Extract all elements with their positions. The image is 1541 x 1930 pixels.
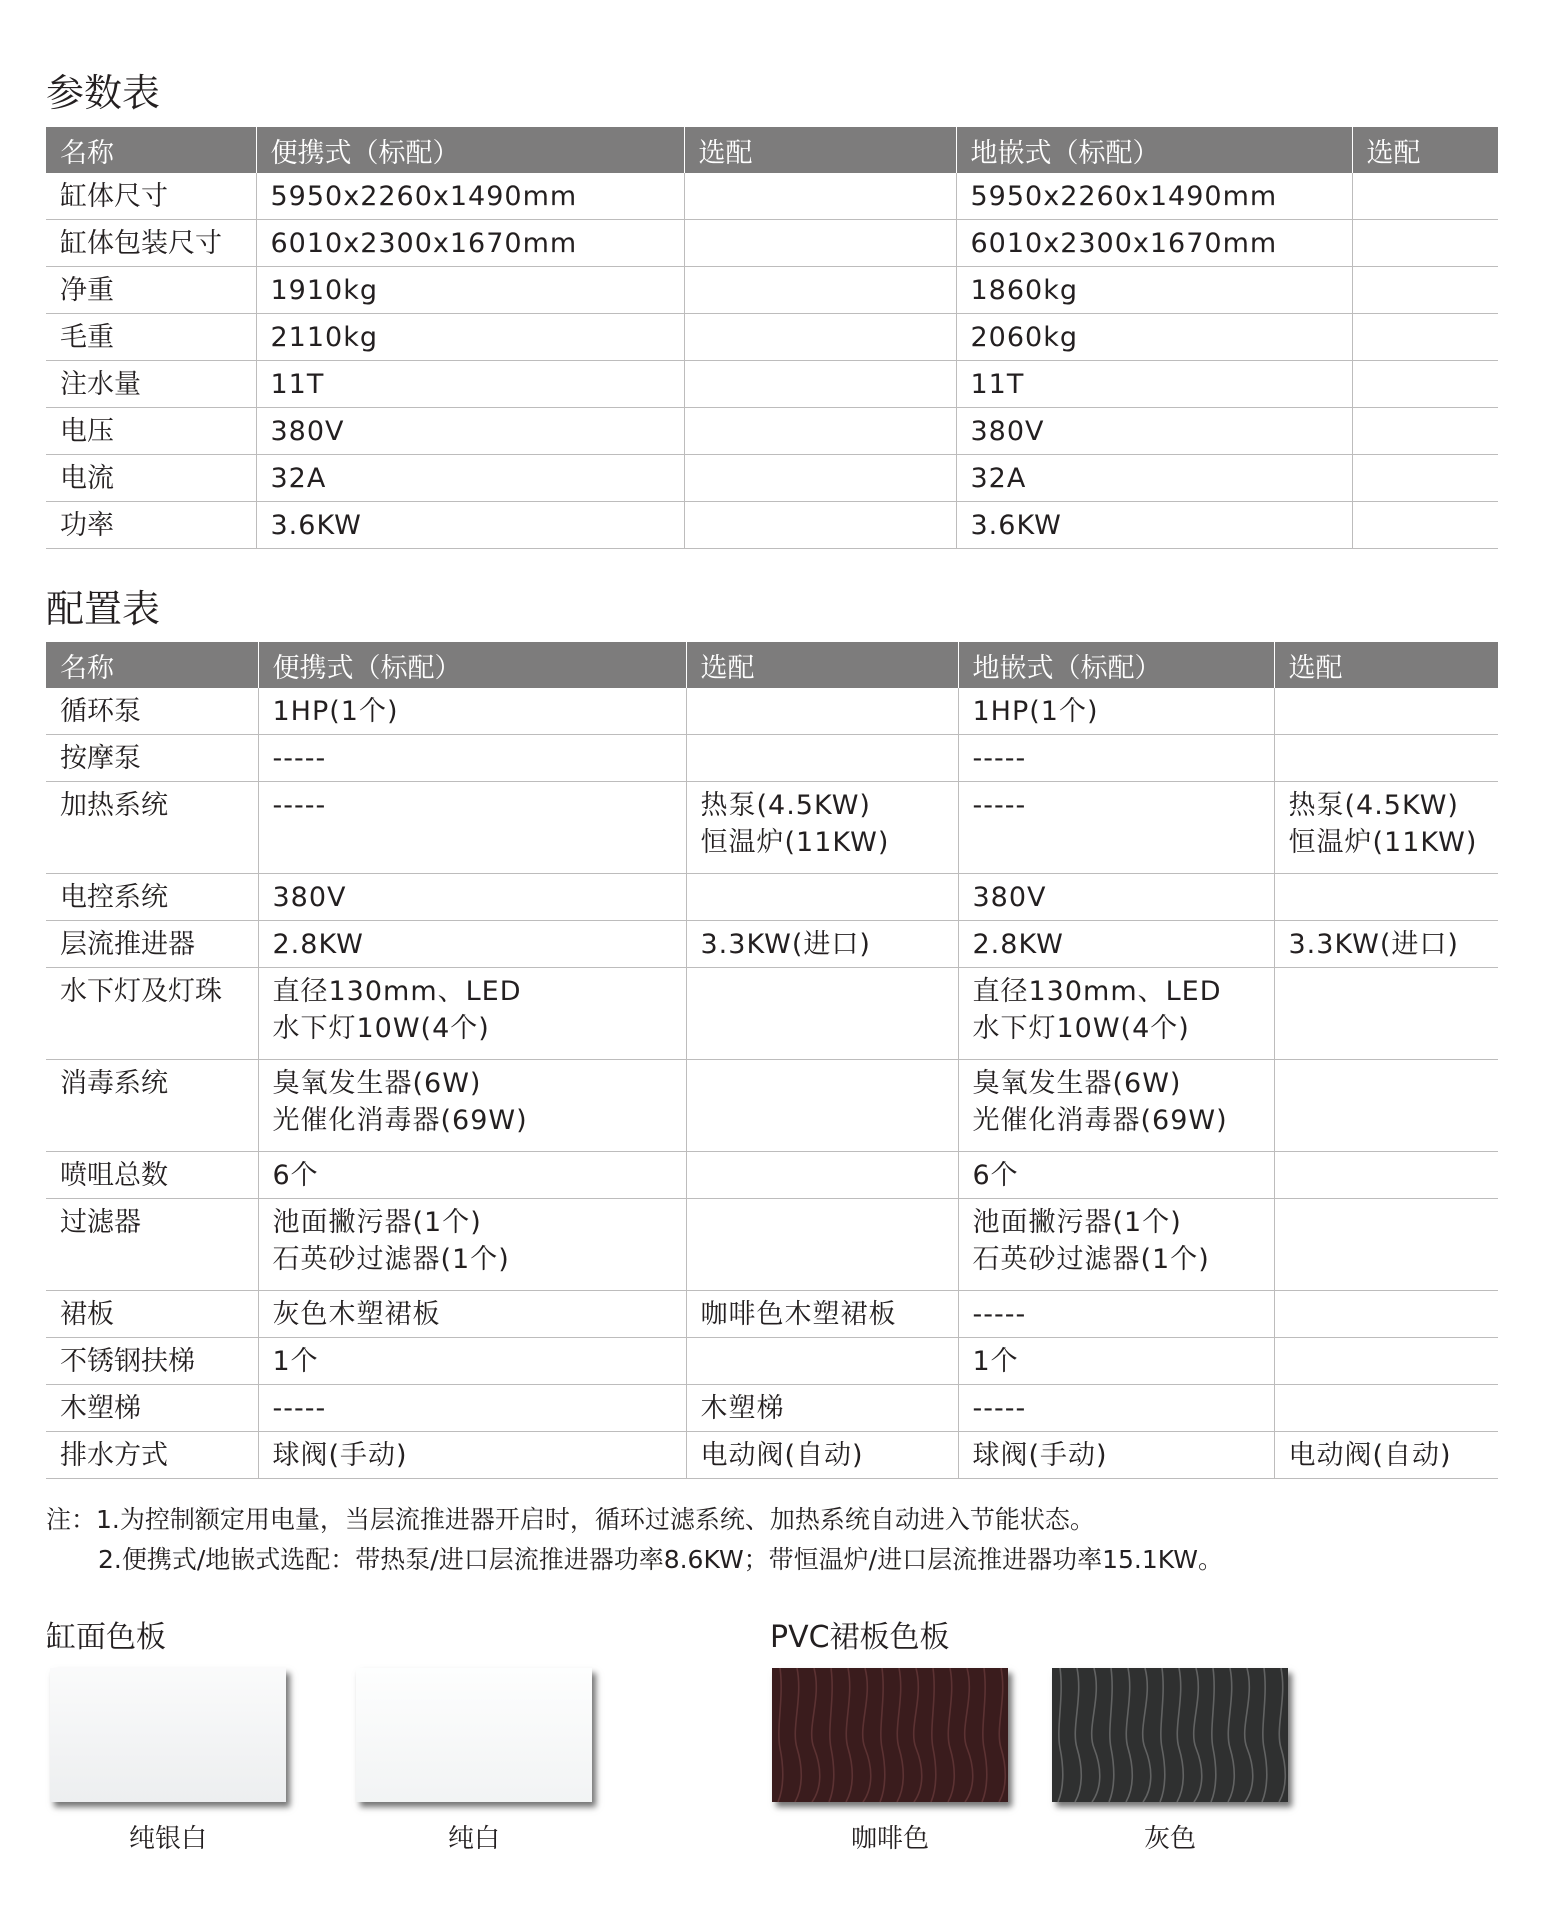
config-row-label: 加热系统 xyxy=(46,782,258,874)
params-row-label: 净重 xyxy=(46,267,256,314)
config-cell: 1HP(1个) xyxy=(258,688,686,735)
params-row-label: 缸体包装尺寸 xyxy=(46,220,256,267)
swatch-label: 纯银白 xyxy=(128,1824,207,1854)
config-row xyxy=(46,688,1498,735)
config-row xyxy=(46,1152,1498,1199)
params-cell: 6010x2300x1670mm xyxy=(256,220,684,267)
config-cell xyxy=(686,1338,958,1385)
config-cell: 池面撇污器(1个) 石英砂过滤器(1个) xyxy=(258,1199,686,1291)
params-cell xyxy=(1352,408,1498,455)
params-cell xyxy=(1352,361,1498,408)
config-cell: ----- xyxy=(258,735,686,782)
config-cell: ----- xyxy=(958,1385,1274,1432)
config-cell: 咖啡色木塑裙板 xyxy=(686,1291,958,1338)
params-cell: 1910kg xyxy=(256,267,684,314)
config-cell: 直径130mm、LED 水下灯10W(4个) xyxy=(258,968,686,1060)
params-cell xyxy=(684,314,956,361)
config-cell: 1个 xyxy=(958,1338,1274,1385)
config-row xyxy=(46,874,1498,921)
params-row-label: 毛重 xyxy=(46,314,256,361)
params-cell: 11T xyxy=(256,361,684,408)
swatch-label: 纯白 xyxy=(447,1824,500,1854)
config-cell: 6个 xyxy=(958,1152,1274,1199)
config-row-label: 水下灯及灯珠 xyxy=(46,968,258,1060)
config-cell xyxy=(686,688,958,735)
config-cell xyxy=(1274,1199,1498,1291)
params-header-optional: 选配 xyxy=(684,127,956,173)
params-cell xyxy=(1352,173,1498,220)
config-cell: 电动阀(自动) xyxy=(686,1432,958,1479)
config-cell xyxy=(686,874,958,921)
params-row-label: 功率 xyxy=(46,502,256,549)
config-cell: 球阀(手动) xyxy=(258,1432,686,1479)
params-cell: 5950x2260x1490mm xyxy=(956,173,1352,220)
params-header-inground: 地嵌式（标配） xyxy=(956,127,1352,173)
config-cell: 1个 xyxy=(258,1338,686,1385)
config-header-portable: 便携式（标配） xyxy=(258,642,686,688)
params-header-name: 名称 xyxy=(46,127,256,173)
config-header-optional: 选配 xyxy=(1274,642,1498,688)
config-cell xyxy=(1274,1338,1498,1385)
config-cell: 1HP(1个) xyxy=(958,688,1274,735)
config-cell: 臭氧发生器(6W) 光催化消毒器(69W) xyxy=(958,1060,1274,1152)
params-cell: 2060kg xyxy=(956,314,1352,361)
config-cell xyxy=(1274,1152,1498,1199)
config-row-label: 消毒系统 xyxy=(46,1060,258,1152)
config-table-title: 配置表 xyxy=(46,587,161,631)
config-cell: 直径130mm、LED 水下灯10W(4个) xyxy=(958,968,1274,1060)
config-row-label: 层流推进器 xyxy=(46,921,258,968)
config-cell: ----- xyxy=(958,1291,1274,1338)
pvc-skirt-swatch-heading: PVC裙板色板 xyxy=(770,1620,950,1655)
swatch-gray-woodgrain xyxy=(1052,1668,1288,1802)
config-cell: 球阀(手动) xyxy=(958,1432,1274,1479)
params-cell xyxy=(1352,314,1498,361)
params-header-portable: 便携式（标配） xyxy=(256,127,684,173)
swatch-silver-white xyxy=(50,1668,286,1802)
config-row-label: 裙板 xyxy=(46,1291,258,1338)
params-row xyxy=(46,220,1498,267)
config-cell: 热泵(4.5KW) 恒温炉(11KW) xyxy=(686,782,958,874)
woodgrain-texture xyxy=(1052,1668,1288,1802)
params-cell xyxy=(684,220,956,267)
params-cell xyxy=(684,267,956,314)
woodgrain-texture xyxy=(772,1668,1008,1802)
config-cell: 380V xyxy=(258,874,686,921)
params-cell: 380V xyxy=(956,408,1352,455)
config-cell xyxy=(1274,874,1498,921)
config-row-label: 过滤器 xyxy=(46,1199,258,1291)
params-row-label: 注水量 xyxy=(46,361,256,408)
config-row xyxy=(46,1291,1498,1338)
config-row xyxy=(46,1199,1498,1291)
swatch-label: 灰色 xyxy=(1143,1824,1196,1854)
params-cell xyxy=(684,455,956,502)
config-cell: ----- xyxy=(958,782,1274,874)
config-cell: 2.8KW xyxy=(258,921,686,968)
config-cell xyxy=(686,1060,958,1152)
params-cell: 2110kg xyxy=(256,314,684,361)
config-table xyxy=(46,642,1498,1479)
params-cell: 3.6KW xyxy=(956,502,1352,549)
config-cell xyxy=(1274,968,1498,1060)
config-cell: 2.8KW xyxy=(958,921,1274,968)
config-cell: 热泵(4.5KW) 恒温炉(11KW) xyxy=(1274,782,1498,874)
params-cell: 3.6KW xyxy=(256,502,684,549)
config-row xyxy=(46,1432,1498,1479)
config-cell: 臭氧发生器(6W) 光催化消毒器(69W) xyxy=(258,1060,686,1152)
config-cell: ----- xyxy=(958,735,1274,782)
params-row-label: 电压 xyxy=(46,408,256,455)
config-cell: 6个 xyxy=(258,1152,686,1199)
config-cell: 灰色木塑裙板 xyxy=(258,1291,686,1338)
config-cell: 380V xyxy=(958,874,1274,921)
params-row xyxy=(46,408,1498,455)
config-row xyxy=(46,968,1498,1060)
params-header-optional: 选配 xyxy=(1352,127,1498,173)
params-cell xyxy=(1352,502,1498,549)
params-cell xyxy=(1352,267,1498,314)
params-cell xyxy=(1352,455,1498,502)
footnotes xyxy=(46,1500,1223,1580)
config-cell xyxy=(1274,1060,1498,1152)
params-row-label: 缸体尺寸 xyxy=(46,173,256,220)
config-row xyxy=(46,1338,1498,1385)
params-cell xyxy=(684,361,956,408)
config-row xyxy=(46,735,1498,782)
config-row xyxy=(46,921,1498,968)
config-cell xyxy=(686,1152,958,1199)
config-cell: 木塑梯 xyxy=(686,1385,958,1432)
tub-color-swatch-heading: 缸面色板 xyxy=(46,1620,166,1655)
config-row xyxy=(46,782,1498,874)
config-row-label: 不锈钢扶梯 xyxy=(46,1338,258,1385)
config-row-label: 电控系统 xyxy=(46,874,258,921)
config-row-label: 循环泵 xyxy=(46,688,258,735)
swatch-coffee-woodgrain xyxy=(772,1668,1008,1802)
config-row-label: 排水方式 xyxy=(46,1432,258,1479)
params-cell: 32A xyxy=(956,455,1352,502)
params-cell xyxy=(684,173,956,220)
params-cell xyxy=(1352,220,1498,267)
config-cell xyxy=(1274,735,1498,782)
params-header-row xyxy=(46,127,1498,173)
params-row xyxy=(46,502,1498,549)
params-cell xyxy=(684,502,956,549)
config-cell xyxy=(1274,688,1498,735)
params-row xyxy=(46,361,1498,408)
footnote-line: 注：1.为控制额定用电量，当层流推进器开启时，循环过滤系统、加热系统自动进入节能状态。 xyxy=(46,1505,1095,1534)
config-row-label: 按摩泵 xyxy=(46,735,258,782)
params-row xyxy=(46,173,1498,220)
config-row xyxy=(46,1385,1498,1432)
config-cell: 3.3KW(进口) xyxy=(1274,921,1498,968)
config-header-name: 名称 xyxy=(46,642,258,688)
params-row xyxy=(46,314,1498,361)
params-cell: 1860kg xyxy=(956,267,1352,314)
config-cell: 池面撇污器(1个) 石英砂过滤器(1个) xyxy=(958,1199,1274,1291)
config-cell xyxy=(1274,1291,1498,1338)
config-header-inground: 地嵌式（标配） xyxy=(958,642,1274,688)
params-row xyxy=(46,455,1498,502)
config-cell xyxy=(686,968,958,1060)
config-row-label: 喷咀总数 xyxy=(46,1152,258,1199)
params-row-label: 电流 xyxy=(46,455,256,502)
swatch-label: 咖啡色 xyxy=(850,1824,929,1854)
config-cell: ----- xyxy=(258,1385,686,1432)
config-header-optional: 选配 xyxy=(686,642,958,688)
params-table xyxy=(46,127,1498,549)
config-cell xyxy=(686,735,958,782)
params-cell: 32A xyxy=(256,455,684,502)
config-row xyxy=(46,1060,1498,1152)
config-cell: ----- xyxy=(258,782,686,874)
params-cell: 6010x2300x1670mm xyxy=(956,220,1352,267)
params-cell: 5950x2260x1490mm xyxy=(256,173,684,220)
swatch-pure-white xyxy=(356,1668,592,1802)
params-cell: 11T xyxy=(956,361,1352,408)
config-row-label: 木塑梯 xyxy=(46,1385,258,1432)
params-cell xyxy=(684,408,956,455)
params-row xyxy=(46,267,1498,314)
config-cell xyxy=(1274,1385,1498,1432)
config-cell: 3.3KW(进口) xyxy=(686,921,958,968)
footnote-line: 2.便携式/地嵌式选配：带热泵/进口层流推进器功率8.6KW；带恒温炉/进口层流推进器功率15.1KW。 xyxy=(98,1545,1223,1574)
config-header-row xyxy=(46,642,1498,688)
params-cell: 380V xyxy=(256,408,684,455)
config-cell xyxy=(686,1199,958,1291)
params-table-title: 参数表 xyxy=(46,71,161,115)
config-cell: 电动阀(自动) xyxy=(1274,1432,1498,1479)
